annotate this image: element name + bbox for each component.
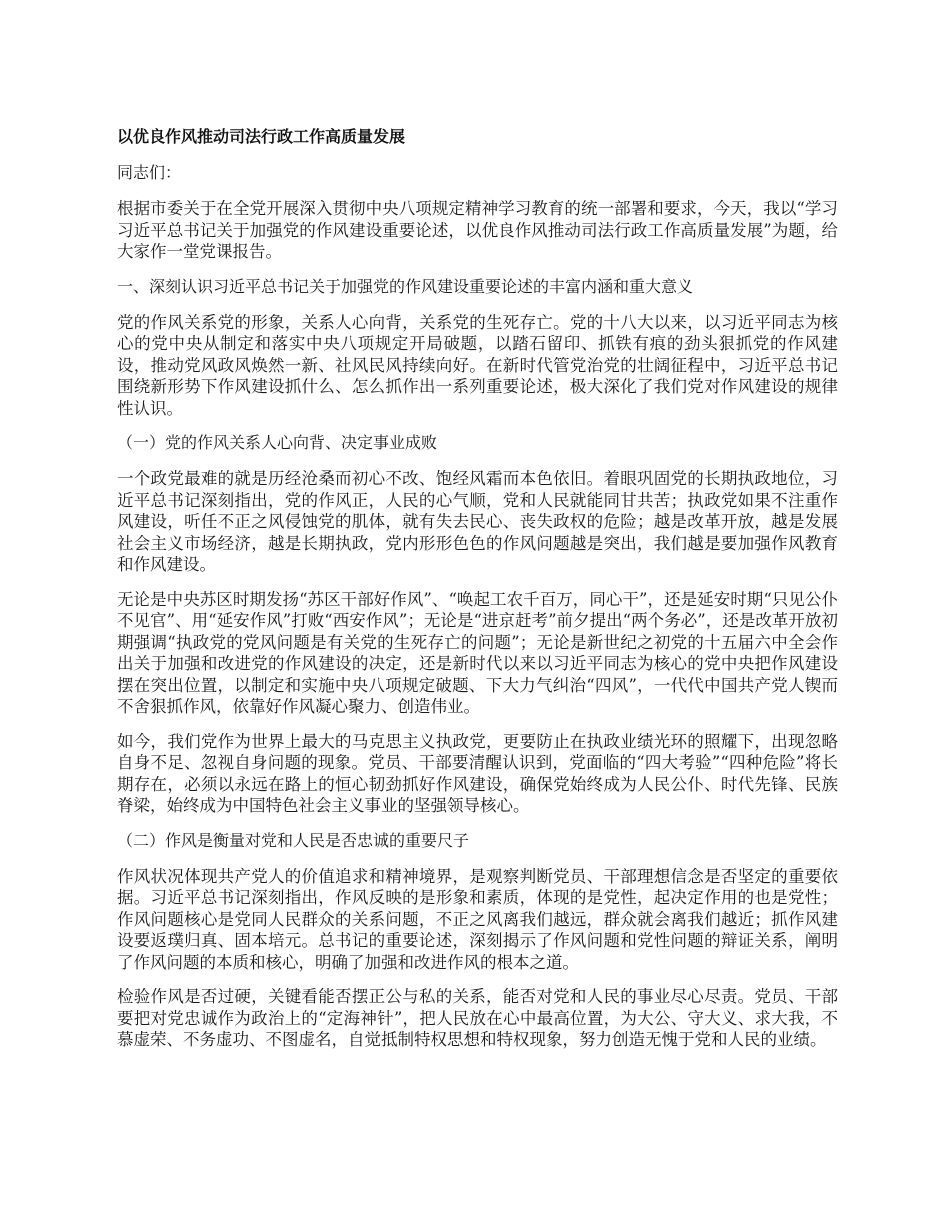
body-paragraph: 如今，我们党作为世界上最大的马克思主义执政党，更要防止在执政业绩光环的照耀下，出现忽略自身不足、忽视自身问题的现象。党员、干部要清醒认识到，党面临的“四大考验”“四种危险”将长期存在，必须以永远在路上的恒心韧劲抓好作风建设，确保党始终成为人民公仆、时代先锋、民族脊梁，始终成为中国特色社会主义事业的坚强领导核心。 [117, 731, 838, 815]
body-paragraph: 党的作风关系党的形象，关系人心向背，关系党的生死存亡。党的十八大以来，以习近平同志为核心的党中央从制定和落实中央八项规定开局破题，以踏石留印、抓铁有痕的劲头狠抓党的作风建设，推动党风政风焕然一新、社风民风持续向好。在新时代管党治党的壮阔征程中，习近平总书记围绕新形势下作风建设抓什么、怎么抓作出一系列重要论述，极大深化了我们党对作风建设的规律性认识。 [117, 312, 838, 418]
body-paragraph: 一个政党最难的就是历经沧桑而初心不改、饱经风霜而本色依旧。着眼巩固党的长期执政地位，习近平总书记深刻指出，党的作风正，人民的心气顺，党和人民就能同甘共苦；执政党如果不注重作风建设，听任不正之风侵蚀党的肌体，就有失去民心、丧失政权的危险；越是改革开放，越是发展社会主义市场经济，越是长期执政，党内形形色色的作风问题越是突出，我们越是要加强作风教育和作风建设。 [117, 469, 838, 574]
body-paragraph: 根据市委关于在全党开展深入贯彻中央八项规定精神学习教育的统一部署和要求，今天，我以“学习习近平总书记关于加强党的作风建设重要论述，以优良作风推动司法行政工作高质量发展”为题，给大家作一堂党课报告。 [117, 199, 838, 261]
body-paragraph: 无论是中央苏区时期发扬“苏区干部好作风”、“唤起工农千百万，同心干”，还是延安时期“只见公仆不见官”、用“延安作风”打败“西安作风”；无论是“进京赶考”前夕提出“两个务必”，还是改革开放初期强调“执政党的党风问题是有关党的生死存亡的问题”；无论是新世纪之初党的十五届六中全会作出关于加强和改进党的作风建设的决定，还是新时代以来以习近平同志为核心的党中央把作风建设摆在突出位置，以制定和实施中央八项规定破题、下大力气纠治“四风”，一代代中国共产党人锲而不舍狠抓作风，依靠好作风凝心聚力、创造伟业。 [117, 589, 838, 716]
salutation: 同志们： [117, 163, 182, 182]
subsection-heading: （一）党的作风关系人心向背、决定事业成败 [117, 433, 438, 452]
body-paragraph: 作风状况体现共产党人的价值追求和精神境界，是观察判断党员、干部理想信念是否坚定的重要依据。习近平总书记深刻指出，作风反映的是形象和素质，体现的是党性，起决定作用的也是党性；作风问题核心是党同人民群众的关系问题，不正之风离我们越远，群众就会离我们越近；抓作风建设要返璞归真、固本培元。总书记的重要论述，深刻揭示了作风问题和党性问题的辩证关系，阐明了作风问题的本质和核心，明确了加强和改进作风的根本之道。 [117, 866, 838, 972]
document-title: 以优良作风推动司法行政工作高质量发展 [117, 127, 406, 146]
body-paragraph: 检验作风是否过硬，关键看能否摆正公与私的关系，能否对党和人民的事业尽心尽责。党员、干部要把对党忠诚作为政治上的“定海神针”，把人民放在心中最高位置，为大公、守大义、求大我，不慕虚荣、不务虚功、不图虚名，自觉抵制特权思想和特权现象，努力创造无愧于党和人民的业绩。 [117, 987, 838, 1049]
subsection-heading: （二）作风是衡量对党和人民是否忠诚的重要尺子 [117, 830, 470, 850]
section-heading: 一、深刻认识习近平总书记关于加强党的作风建设重要论述的丰富内涵和重大意义 [117, 276, 694, 296]
